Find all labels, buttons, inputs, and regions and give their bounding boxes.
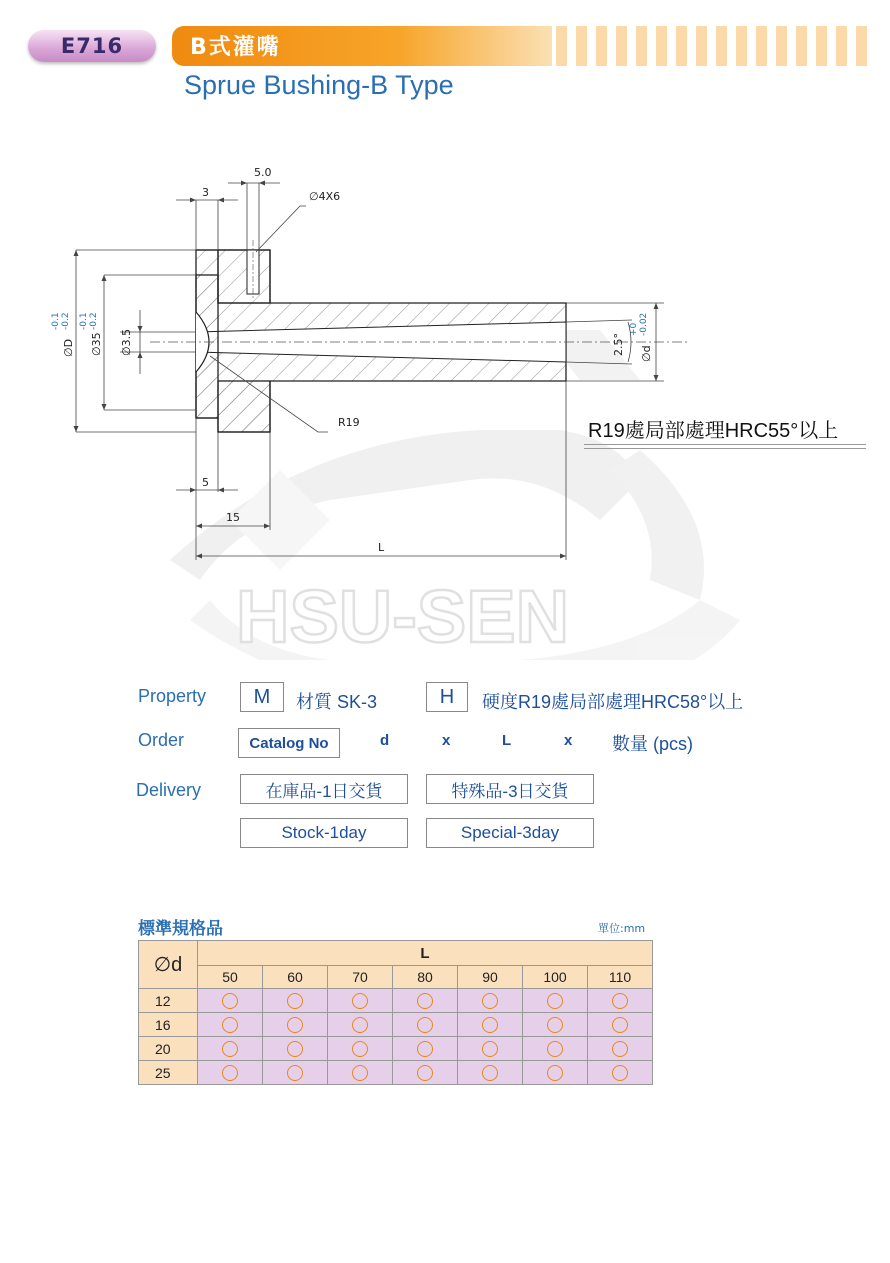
d-header: ∅d xyxy=(139,941,198,989)
available-circle-icon xyxy=(352,1065,368,1081)
d-value-25: 25 xyxy=(139,1061,198,1085)
order-l: L xyxy=(502,732,512,749)
available-circle-icon xyxy=(222,1017,238,1033)
note-underline xyxy=(584,448,866,449)
dim-15: 15 xyxy=(226,511,240,524)
availability-cell xyxy=(393,989,458,1013)
available-circle-icon xyxy=(547,1041,563,1057)
special-delivery-cn-text: 特殊品-3日交貨 xyxy=(451,781,569,801)
material-text: 材質 SK-3 xyxy=(296,692,378,712)
available-circle-icon xyxy=(417,993,433,1009)
availability-cell xyxy=(263,1037,328,1061)
order-x1: x xyxy=(442,732,451,749)
catalog-no-box xyxy=(238,728,340,758)
availability-cell xyxy=(198,989,263,1013)
material-code: M xyxy=(253,685,271,708)
stock-delivery-en xyxy=(240,818,408,848)
available-circle-icon xyxy=(482,1065,498,1081)
availability-cell xyxy=(523,1037,588,1061)
available-circle-icon xyxy=(612,993,628,1009)
stock-delivery-en-text: Stock-1day xyxy=(281,823,367,842)
available-circle-icon xyxy=(547,1017,563,1033)
availability-cell xyxy=(523,1013,588,1037)
dim-phi-D-tol-bot: -0.2 xyxy=(61,312,71,330)
table-row xyxy=(139,1013,653,1037)
available-circle-icon xyxy=(417,1041,433,1057)
availability-cell xyxy=(393,1061,458,1085)
l-value-60: 60 xyxy=(263,966,328,989)
dim-phi-35-tol-bot: -0.2 xyxy=(89,312,99,330)
stock-delivery-cn xyxy=(240,774,408,804)
property-label: Property xyxy=(138,686,207,706)
dim-phi-35-tol-top: -0.1 xyxy=(79,312,89,330)
available-circle-icon xyxy=(287,1065,303,1081)
availability-cell xyxy=(393,1013,458,1037)
watermark-text: HSU-SEN xyxy=(236,575,570,658)
order-quantity: 數量 (pcs) xyxy=(612,734,693,754)
available-circle-icon xyxy=(547,1065,563,1081)
availability-cell xyxy=(328,1061,393,1085)
dim-5: 5 xyxy=(202,476,209,489)
availability-cell xyxy=(523,1061,588,1085)
available-circle-icon xyxy=(482,993,498,1009)
availability-cell xyxy=(263,1061,328,1085)
hardness-text: 硬度R19處局部處理HRC58°以上 xyxy=(482,692,744,712)
unit-label: 單位:mm xyxy=(598,922,646,935)
d-value-16: 16 xyxy=(139,1013,198,1037)
availability-cell xyxy=(588,1037,653,1061)
table-row xyxy=(139,1037,653,1061)
available-circle-icon xyxy=(417,1065,433,1081)
catalog-no: Catalog No xyxy=(249,734,329,752)
title-chinese: B式灌嘴 xyxy=(190,35,281,60)
material-code-box xyxy=(240,682,284,712)
l-value-90: 90 xyxy=(458,966,523,989)
dim-phi-d: ∅d xyxy=(640,345,653,362)
dim-phi-3-5: ∅3.5 xyxy=(120,328,133,356)
available-circle-icon xyxy=(287,1041,303,1057)
l-value-70: 70 xyxy=(328,966,393,989)
dim-phi-d-tol-bot: -0.02 xyxy=(639,312,649,336)
dim-phi-D: ∅D xyxy=(62,338,75,357)
availability-cell xyxy=(393,1037,458,1061)
dim-l: L xyxy=(378,541,385,554)
availability-cell xyxy=(588,989,653,1013)
header-stripes xyxy=(556,26,876,66)
dim-r19: R19 xyxy=(338,416,360,429)
l-value-110: 110 xyxy=(588,966,653,989)
hardness-code-box xyxy=(426,682,468,712)
l-value-80: 80 xyxy=(393,966,458,989)
available-circle-icon xyxy=(287,1017,303,1033)
order-label: Order xyxy=(138,730,185,750)
availability-cell xyxy=(198,1037,263,1061)
availability-cell xyxy=(328,989,393,1013)
availability-cell xyxy=(458,989,523,1013)
dim-5-0: 5.0 xyxy=(254,166,272,179)
l-values-row xyxy=(139,966,653,989)
note-underline xyxy=(584,444,866,445)
availability-cell xyxy=(588,1013,653,1037)
technical-drawing xyxy=(0,140,890,660)
special-delivery-cn xyxy=(426,774,594,804)
available-circle-icon xyxy=(222,993,238,1009)
dim-phi-D-tol-top: -0.1 xyxy=(51,312,61,330)
dim-phi-35: ∅35 xyxy=(90,332,103,356)
available-circle-icon xyxy=(287,993,303,1009)
availability-cell xyxy=(523,989,588,1013)
availability-cell xyxy=(263,1013,328,1037)
hardness-note: R19處局部處理HRC55°以上 xyxy=(588,420,839,442)
availability-cell xyxy=(588,1061,653,1085)
available-circle-icon xyxy=(612,1065,628,1081)
dim-3: 3 xyxy=(202,186,209,199)
available-circle-icon xyxy=(482,1041,498,1057)
availability-cell xyxy=(198,1013,263,1037)
catalog-code: E716 xyxy=(60,34,124,58)
availability-cell xyxy=(458,1037,523,1061)
l-value-100: 100 xyxy=(523,966,588,989)
d-value-12: 12 xyxy=(139,989,198,1013)
available-circle-icon xyxy=(612,1041,628,1057)
available-circle-icon xyxy=(417,1017,433,1033)
delivery-label: Delivery xyxy=(136,780,202,800)
availability-cell xyxy=(458,1061,523,1085)
availability-cell xyxy=(328,1037,393,1061)
available-circle-icon xyxy=(352,993,368,1009)
l-value-50: 50 xyxy=(198,966,263,989)
dim-phi-d-tol-top: +0 xyxy=(629,322,639,336)
special-delivery-en-text: Special-3day xyxy=(460,823,560,842)
availability-cell xyxy=(198,1061,263,1085)
order-d: d xyxy=(380,732,390,749)
available-circle-icon xyxy=(547,993,563,1009)
l-header: L xyxy=(198,941,653,966)
available-circle-icon xyxy=(612,1017,628,1033)
available-circle-icon xyxy=(352,1041,368,1057)
availability-cell xyxy=(328,1013,393,1037)
table-row xyxy=(139,1061,653,1085)
d-value-20: 20 xyxy=(139,1037,198,1061)
standard-spec-table xyxy=(138,940,653,1085)
availability-cell xyxy=(458,1013,523,1037)
hardness-code: H xyxy=(439,685,455,708)
available-circle-icon xyxy=(222,1041,238,1057)
available-circle-icon xyxy=(222,1065,238,1081)
standard-table-title: 標準規格品 xyxy=(138,919,223,939)
catalog-code-badge xyxy=(28,30,156,62)
stock-delivery-cn-text: 在庫品-1日交貨 xyxy=(265,781,383,801)
special-delivery-en xyxy=(426,818,594,848)
available-circle-icon xyxy=(482,1017,498,1033)
title-english: Sprue Bushing-B Type xyxy=(184,70,454,100)
table-row xyxy=(139,989,653,1013)
availability-cell xyxy=(263,989,328,1013)
dim-angle: 2.5° xyxy=(612,333,625,356)
dim-hole: ∅4X6 xyxy=(309,190,341,203)
order-x2: x xyxy=(564,732,573,749)
available-circle-icon xyxy=(352,1017,368,1033)
